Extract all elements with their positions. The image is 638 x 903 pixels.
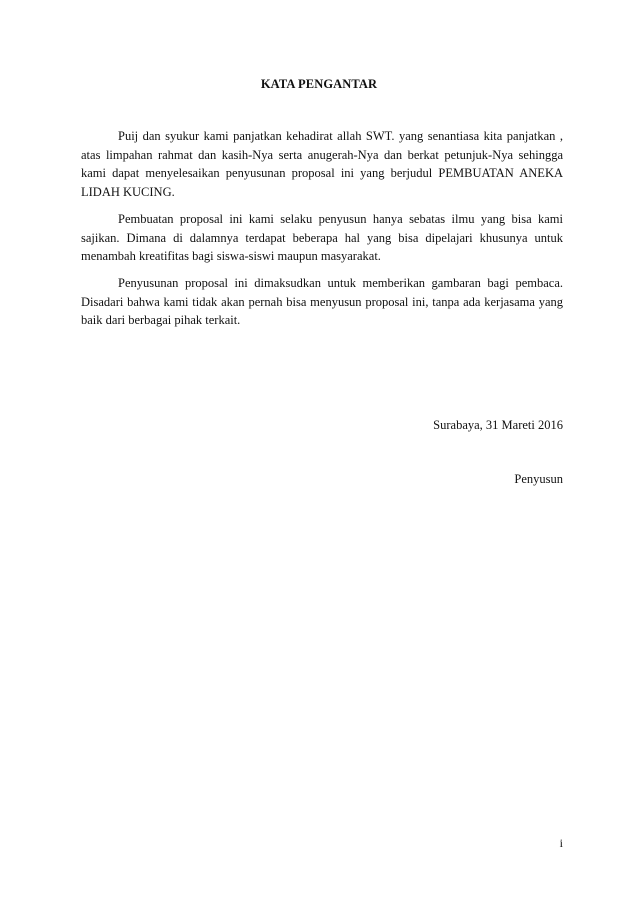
paragraph-1: Puij dan syukur kami panjatkan kehadirat allah SWT. yang senantiasa kita panjatkan , atas limpahan rahmat dan kasih-Nya serta anugerah-Nya dan berkat petunjuk-Nya sehingga kami dapat menyelesaikan penyusunan proposal ini yang berjudul PEMBUATAN ANEKA LIDAH KUCING. xyxy=(81,129,563,199)
signature-label: Penyusun xyxy=(514,472,563,486)
page-number: i xyxy=(559,836,563,850)
place-date: Surabaya, 31 Mareti 2016 xyxy=(433,418,563,432)
page-title: KATA PENGANTAR xyxy=(260,77,378,91)
paragraph-2: Pembuatan proposal ini kami selaku penyusun hanya sebatas ilmu yang bisa kami sajikan. Dimana di dalamnya terdapat beberapa hal yang bisa dipelajari khusunya untuk menambah kreatifitas bagi siswa-siswi maupun masyarakat. xyxy=(81,212,563,263)
paragraph-3: Penyusunan proposal ini dimaksudkan untuk memberikan gambaran bagi pembaca. Disadari bahwa kami tidak akan pernah bisa menyusun proposal ini, tanpa ada kerjasama yang baik dari berbagai pihak terkait. xyxy=(81,276,563,327)
